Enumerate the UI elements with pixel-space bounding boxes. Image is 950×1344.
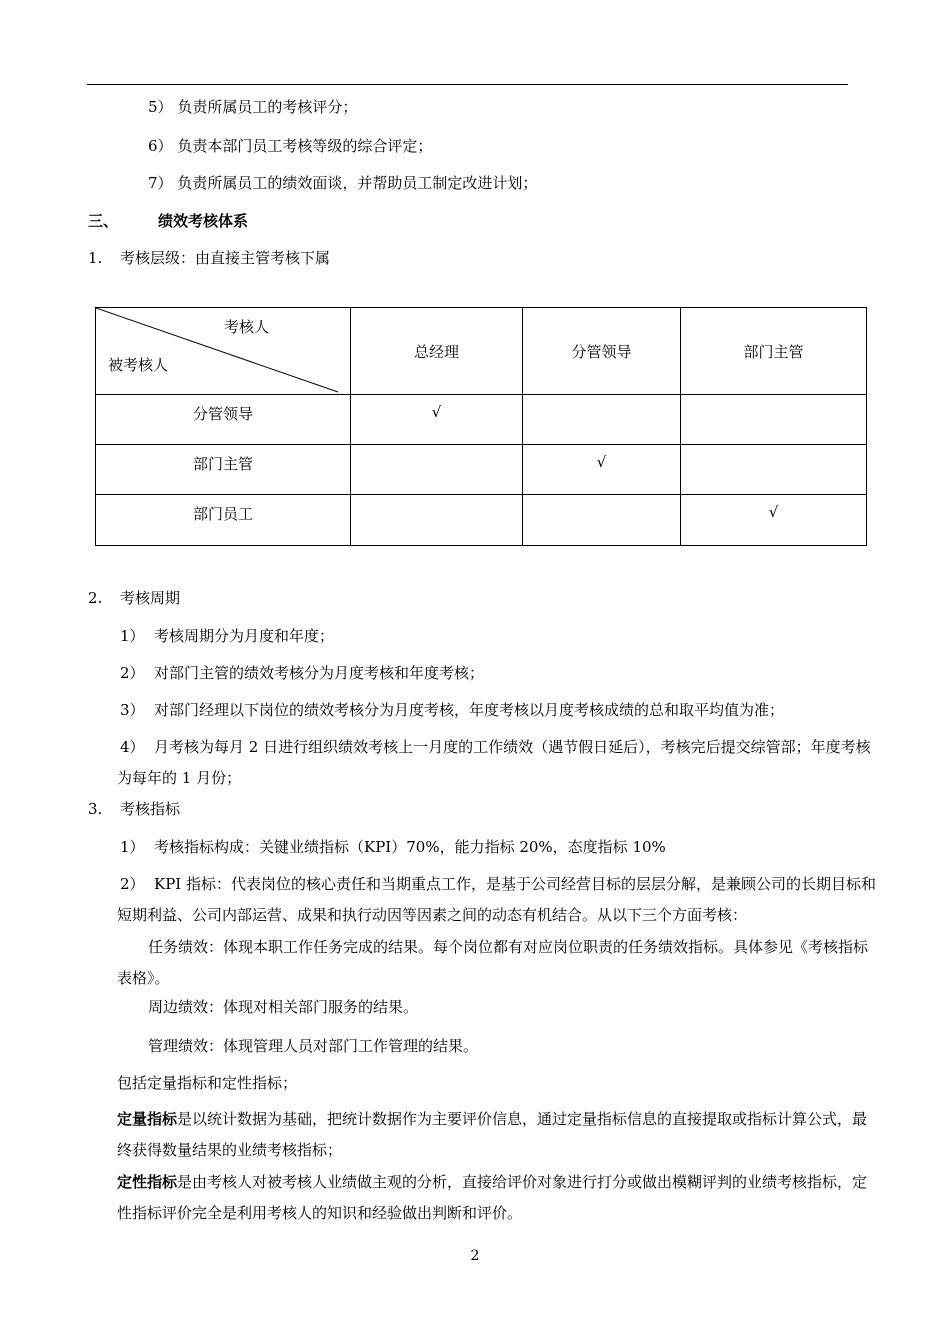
list-item-3: 3. 考核指标 bbox=[88, 800, 181, 818]
column-header: 分管领导 bbox=[523, 308, 681, 395]
table-cell bbox=[523, 495, 681, 546]
table-row bbox=[96, 495, 867, 546]
appraisal-level-table bbox=[95, 307, 867, 546]
duty-item-5: 5） 负责所属员工的考核评分； bbox=[148, 98, 358, 116]
table-cell: √ bbox=[523, 445, 681, 495]
list-item-1: 1. 考核层级：由直接主管考核下属 bbox=[88, 249, 331, 267]
duty-item-7: 7） 负责所属员工的绩效面谈，并帮助员工制定改进计划； bbox=[148, 174, 538, 192]
header-rule bbox=[87, 84, 848, 85]
indicator-item-2: 2） KPI 指标：代表岗位的核心责任和当期重点工作，是基于公司经营目标的层层分解，是兼顾公司的长期目标和短期利益、公司内部运营、成果和执行动因等因素之间的动态有机结合。从以下三个方面考核： bbox=[117, 875, 876, 924]
column-header: 总经理 bbox=[351, 308, 523, 395]
table-row bbox=[96, 395, 867, 445]
table-cell bbox=[523, 395, 681, 445]
header-appraisee: 被考核人 bbox=[108, 356, 169, 374]
cycle-item-3: 3） 对部门经理以下岗位的绩效考核分为月度考核，年度考核以月度考核成绩的总和取平均值为准； bbox=[120, 701, 785, 719]
quantitative-term: 定量指标 bbox=[117, 1110, 178, 1128]
management-performance-paragraph: 管理绩效：体现管理人员对部门工作管理的结果。 bbox=[148, 1037, 479, 1055]
column-header: 部门主管 bbox=[681, 308, 867, 395]
indicator-types-line: 包括定量指标和定性指标； bbox=[117, 1074, 298, 1092]
cycle-item-2: 2） 对部门主管的绩效考核分为月度考核和年度考核； bbox=[120, 664, 485, 682]
qualitative-term: 定性指标 bbox=[117, 1173, 178, 1191]
row-label: 部门员工 bbox=[96, 495, 351, 546]
row-label: 分管领导 bbox=[96, 395, 351, 445]
table-cell: √ bbox=[351, 395, 523, 445]
cycle-item-4: 4） 月考核为每月 2 日进行组织绩效考核上一月度的工作绩效（遇节假日延后），考核完后提交综管部；年度考核为每年的 1 月份； bbox=[117, 738, 871, 787]
table-cell: √ bbox=[681, 495, 867, 546]
header-appraiser: 考核人 bbox=[224, 318, 270, 336]
section-heading: 三、 绩效考核体系 bbox=[88, 212, 249, 230]
table-cell bbox=[351, 445, 523, 495]
page-number: 2 bbox=[470, 1248, 480, 1264]
list-item-2: 2. 考核周期 bbox=[88, 589, 181, 607]
quantitative-indicator-paragraph: 定量指标是以统计数据为基础，把统计数据作为主要评价信息，通过定量指标信息的直接提取或指标计算公式，最终获得数量结果的业绩考核指标； bbox=[117, 1110, 868, 1159]
table-cell bbox=[351, 495, 523, 546]
peripheral-performance-paragraph: 周边绩效：体现对相关部门服务的结果。 bbox=[148, 998, 419, 1016]
table-row bbox=[96, 445, 867, 495]
diagonal-header-cell bbox=[96, 308, 351, 395]
cycle-item-1: 1） 考核周期分为月度和年度； bbox=[120, 627, 335, 645]
row-label: 部门主管 bbox=[96, 445, 351, 495]
qualitative-indicator-paragraph: 定性指标是由考核人对被考核人业绩做主观的分析，直接给评价对象进行打分或做出模糊评判的业绩考核指标，定性指标评价完全是利用考核人的知识和经验做出判断和评价。 bbox=[117, 1173, 868, 1222]
indicator-item-1: 1） 考核指标构成：关键业绩指标（KPI）70%，能力指标 20%，态度指标 10% bbox=[120, 838, 666, 856]
task-performance-paragraph: 任务绩效：体现本职工作任务完成的结果。每个岗位都有对应岗位职责的任务绩效指标。具体参见《考核指标表格》。 bbox=[117, 938, 869, 987]
duty-item-6: 6） 负责本部门员工考核等级的综合评定； bbox=[148, 137, 433, 155]
table-cell bbox=[681, 445, 867, 495]
table-cell bbox=[681, 395, 867, 445]
